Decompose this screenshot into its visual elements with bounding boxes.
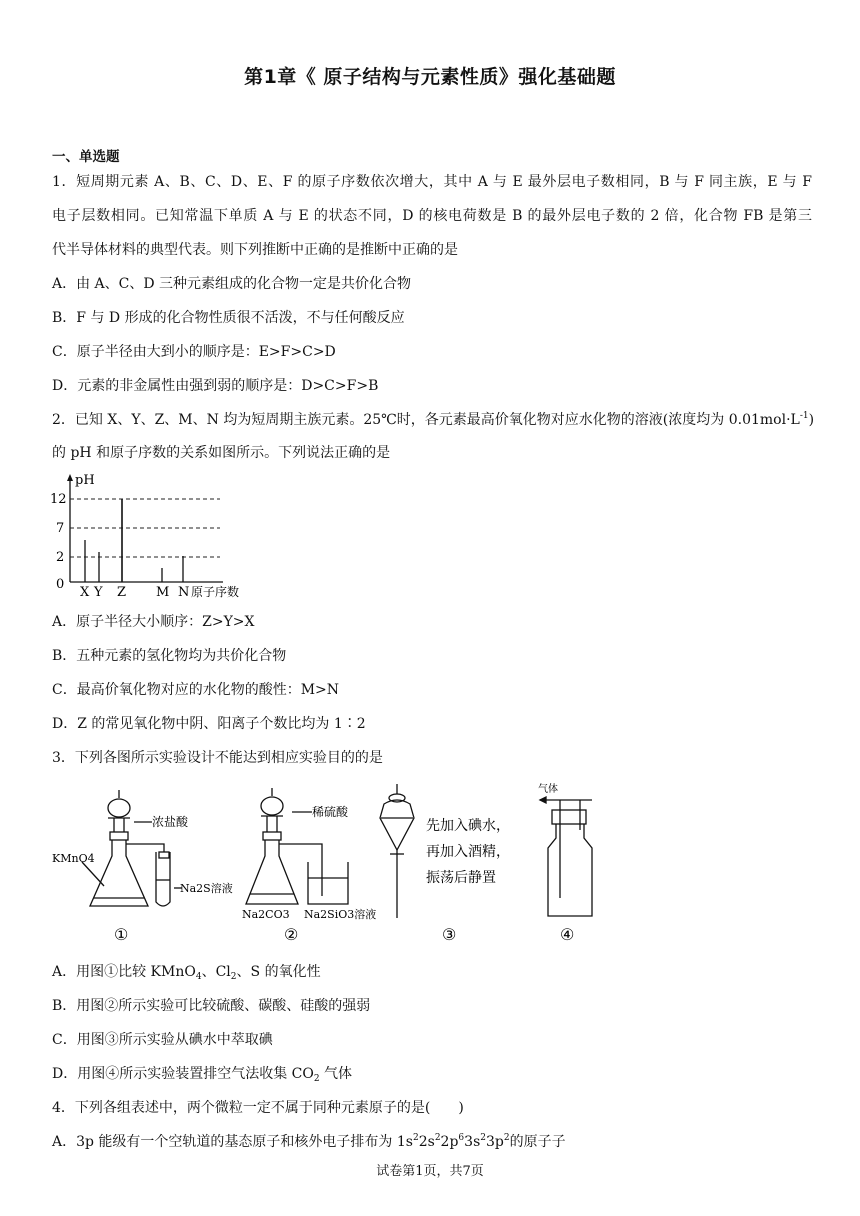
ytick-0: 0 [56,577,65,592]
q1-stem-line1: 1．短周期元素 A、B、C、D、E、F 的原子序数依次增大，其中 A 与 E 最外层电子数相同，B 与 F 同主族，E 与 F [52,174,812,190]
q2-option-b: B．五种元素的氢化物均为共价化合物 [52,648,287,664]
page-title: 第1章《 原子结构与元素性质》强化基础题 [244,66,616,88]
xtick-z: Z [117,585,127,600]
xtick-m: M [156,585,170,600]
xtick-x: X [80,585,90,600]
q2-stem-line1: 2．已知 X、Y、Z、M、N 均为短周期主族元素。25℃时，各元素最高价氧化物对应水化物的溶液(浓度均为 $0.01mol\cdot L^{-1}$) [52,411,815,428]
fig1-number: ① [114,925,129,944]
fig4-label-gas: 气体 [538,784,558,795]
apparatus-3 [380,784,414,918]
ytick-12: 12 [50,492,67,507]
q3-option-b: B．用图②所示实验可比较硫酸、碳酸、硅酸的强弱 [52,998,371,1014]
q3-stem: 3．下列各图所示实验设计不能达到相应实验目的的是 [52,750,383,766]
q2-stem-line2: 的 pH 和原子序数的关系如图所示。下列说法正确的是 [52,445,391,461]
apparatus-1 [82,790,182,906]
fig3-text-1: 先加入碘水， [426,818,510,834]
q1-option-c: C．原子半径由大到小的顺序是：E>F>C>D [52,344,336,360]
fig2-label-na2sio3: Na2SiO3溶液 [304,908,377,921]
fig3-text-3: 振荡后静置 [426,870,496,886]
page-footer: 试卷第1页，共7页 [376,1164,484,1179]
q2-option-a: A．原子半径大小顺序：Z>Y>X [52,614,255,630]
ytick-2: 2 [56,550,65,565]
q4-option-a: A．3p 能级有一个空轨道的基态原子和核外电子排布为 $1s^22s^22p^63s^23p^2$的原子子 [52,1133,566,1150]
fig2-number: ② [284,925,299,944]
fig1-label-na2s: Na2S溶液 [180,882,233,895]
fig3-text-2: 再加入酒精， [426,844,510,860]
q2-option-c: C．最高价氧化物对应的水化物的酸性：M>N [52,682,340,698]
fig2-label-h2so4: 稀硫酸 [312,805,349,819]
fig1-label-hcl: 浓盐酸 [152,815,189,829]
xtick-n: N [178,585,190,600]
q1-option-b: B．F 与 D 形成的化合物性质很不活泼，不与任何酸反应 [52,310,405,326]
section-heading: 一、单选题 [52,149,120,165]
fig1-label-kmno4: KMnO4 [52,852,95,865]
apparatus-4 [540,797,592,916]
q4-stem: 4．下列各组表述中，两个微粒一定不属于同种元素原子的是( ) [52,1100,464,1116]
fig2-label-na2co3: Na2CO3 [242,908,290,921]
q1-stem-line3: 代半导体材料的典型代表。则下列推断中正确的是推断中正确的是 [52,242,458,258]
ph-chart [48,472,268,604]
xtick-y: Y [94,585,103,600]
chart-xlabel: 原子序数 [191,585,240,599]
q3-option-c: C．用图③所示实验从碘水中萃取碘 [52,1032,273,1048]
fig4-number: ④ [560,925,575,944]
q3-apparatus-figure [52,778,612,946]
q3-option-a: A．用图①比较 KMnO$_4$、$Cl_2$、S 的氧化性 [52,964,321,982]
q1-option-d: D．元素的非金属性由强到弱的顺序是：D>C>F>B [52,378,379,394]
q2-option-d: D．Z 的常见氧化物中阴、阳离子个数比均为 1∶2 [52,716,366,732]
ytick-7: 7 [56,521,65,536]
chart-ylabel: pH [75,473,95,488]
q3-option-d: D．用图④所示实验装置排空气法收集 $CO_2$ 气体 [52,1066,353,1084]
q1-option-a: A．由 A、C、D 三种元素组成的化合物一定是共价化合物 [52,276,412,292]
q1-stem-line2: 电子层数相同。已知常温下单质 A 与 E 的状态不同，D 的核电荷数是 B 的最外层电子数的 2 倍，化合物 FB 是第三 [52,208,812,224]
fig3-number: ③ [442,925,457,944]
